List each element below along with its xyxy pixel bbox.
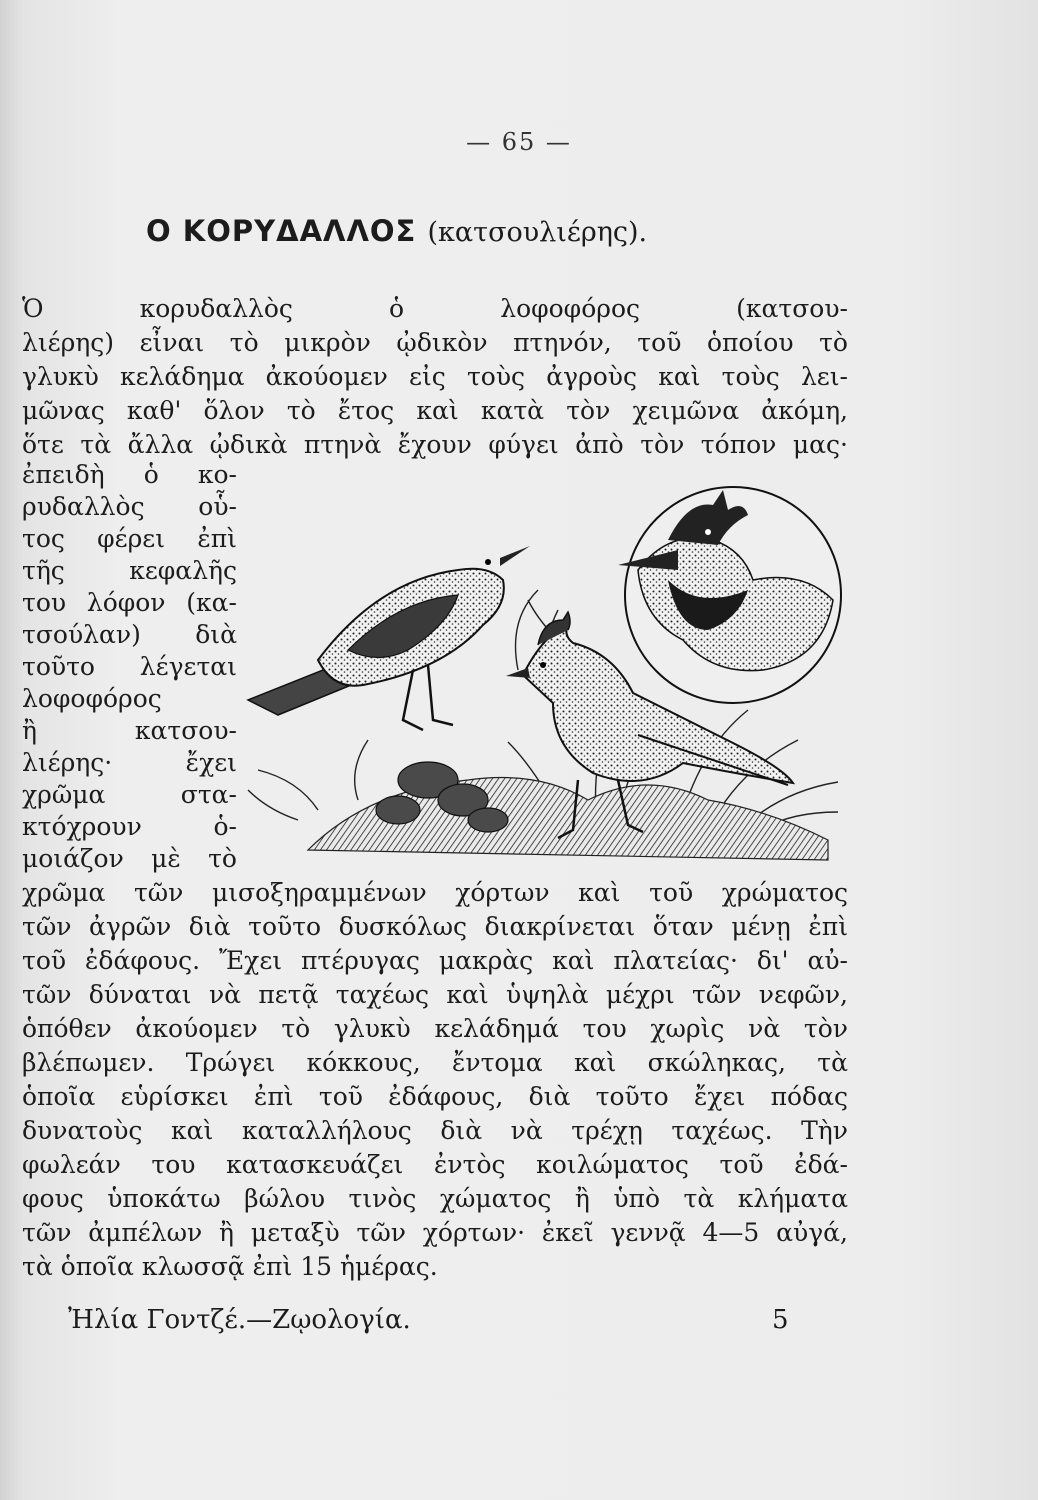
text-line: χρῶμα στα- xyxy=(22,780,237,809)
text-line: τοῦτο λέγεται xyxy=(22,652,237,681)
chapter-title xyxy=(146,214,846,248)
text-line: τος φέρει ἐπὶ xyxy=(22,524,237,553)
text-line: ἐπειδὴ ὁ κο- xyxy=(22,460,237,489)
text-line: κτόχρουν ὁ- xyxy=(22,812,237,841)
text-line: γλυκὺ κελάδημα ἀκούομεν εἰς τοὺς ἀγροὺς καὶ τοὺς λει- xyxy=(22,362,848,391)
text-line: δυνατοὺς καὶ καταλλήλους διὰ νὰ τρέχῃ ταχέως. Τὴν xyxy=(22,1116,848,1145)
text-line: φους ὑποκάτω βώλου τινὸς χώματος ἢ ὑπὸ τὰ κλήματα xyxy=(22,1184,848,1213)
text-line: χρῶμα τῶν μισοξηραμμένων χόρτων καὶ τοῦ χρώματος xyxy=(22,878,848,907)
text-line: ρυδαλλὸς οὗ- xyxy=(22,492,237,521)
text-line: λιέρης· ἔχει xyxy=(22,748,237,777)
text-line: τῶν ἀγρῶν διὰ τοῦτο δυσκόλως διακρίνεται ὅταν μένῃ ἐπὶ xyxy=(22,912,848,941)
text-line: ἢ κατσου- xyxy=(22,716,237,745)
footer-signature: 5 xyxy=(772,1305,789,1335)
chapter-title-subtitle: (κατσουλιέρης). xyxy=(427,217,648,248)
text-line: λιέρης) εἶναι τὸ μικρὸν ᾠδικὸν πτηνόν, τοῦ ὁποίου τὸ xyxy=(22,328,848,357)
text-line: μοιάζον μὲ τὸ xyxy=(22,844,237,873)
text-line: ὅτε τὰ ἄλλα ᾠδικὰ πτηνὰ ἔχουν φύγει ἀπὸ τὸν τόπον μας· xyxy=(22,430,848,459)
text-line: τῶν ἀμπέλων ἢ μεταξὺ τῶν χόρτων· ἐκεῖ γεννᾷ 4—5 αὐγά, xyxy=(22,1218,848,1247)
footer-source: Ἠλία Γοντζέ.—Ζῳολογία. xyxy=(68,1305,411,1335)
text-line: τῆς κεφαλῆς xyxy=(22,556,237,585)
page-number: — 65 — xyxy=(466,128,572,156)
chapter-title-main: Ο ΚΟΡΥΔΑΛΛΟΣ xyxy=(146,214,417,248)
head-detail-inset xyxy=(618,487,841,703)
text-line: του λόφον (κα- xyxy=(22,588,237,617)
lark-bird-icon xyxy=(248,546,530,730)
text-line: μῶνας καθ' ὅλον τὸ ἔτος καὶ κατὰ τὸν χειμῶνα ἀκόμη, xyxy=(22,396,848,425)
text-line: ὁπόθεν ἀκούομεν τὸ γλυκὺ κελάδημά του χωρὶς νὰ τὸν xyxy=(22,1014,848,1043)
text-line: λοφοφόρος xyxy=(22,684,162,713)
text-line: Ὁ κορυδαλλὸς ὁ λοφοφόρος (κατσου- xyxy=(22,294,848,323)
text-line: τὰ ὁποῖα κλωσσᾷ ἐπὶ 15 ἡμέρας. xyxy=(22,1252,438,1281)
text-line: ὁποῖα εὑρίσκει ἐπὶ τοῦ ἐδάφους, διὰ τοῦτο ἔχει πόδας xyxy=(22,1082,848,1111)
lark-illustration xyxy=(238,470,848,870)
text-line: φωλεάν του κατασκευάζει ἐντὸς κοιλώματος τοῦ ἐδά- xyxy=(22,1150,848,1179)
text-line: τοῦ ἐδάφους. Ἔχει πτέρυγας μακρὰς καὶ πλατείας· δι' αὐ- xyxy=(22,946,848,975)
text-line: τῶν δύναται νὰ πετᾷ ταχέως καὶ ὑψηλὰ μέχρι τῶν νεφῶν, xyxy=(22,980,848,1009)
text-line: τσούλαν) διὰ xyxy=(22,620,237,649)
page-footer xyxy=(0,1300,1038,1340)
text-line: βλέπωμεν. Τρώγει κόκκους, ἔντομα καὶ σκώληκας, τὰ xyxy=(22,1048,848,1077)
